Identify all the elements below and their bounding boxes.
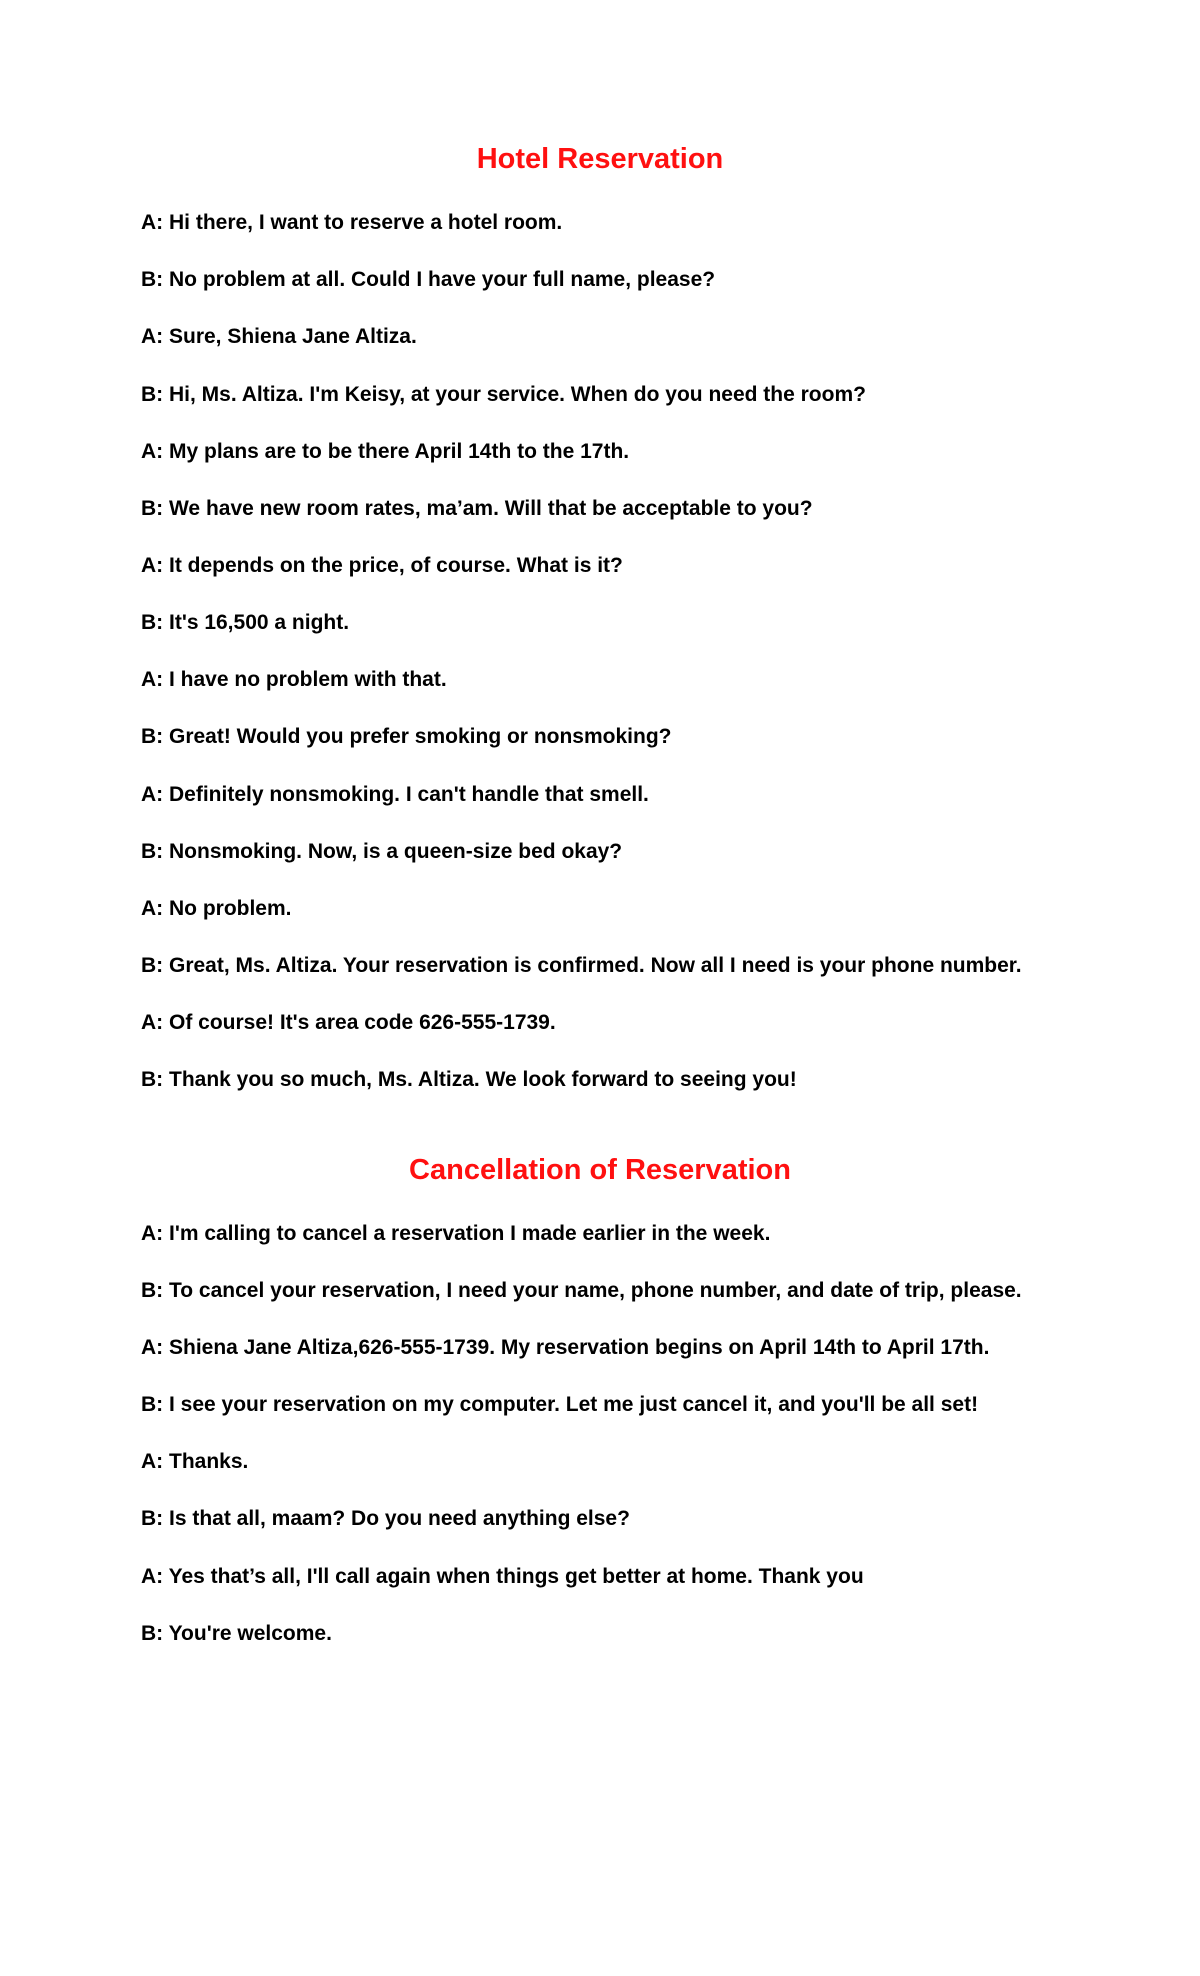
dialogue-line: B: Great! Would you prefer smoking or nonsmoking? [141,725,672,748]
dialogue-line: B: Is that all, maam? Do you need anything else? [141,1507,630,1530]
dialogue-line: B: You're welcome. [141,1622,332,1645]
dialogue-line: A: I have no problem with that. [141,668,447,691]
dialogue-line: B: I see your reservation on my computer. Let me just cancel it, and you'll be all set! [141,1393,979,1416]
dialogue-line: A: Of course! It's area code 626-555-1739. [141,1011,556,1034]
dialogue-line: B: We have new room rates, ma’am. Will that be acceptable to you? [141,497,813,520]
dialogue-line: A: Shiena Jane Altiza,626-555-1739. My reservation begins on April 14th to April 17th. [141,1336,990,1359]
dialogue-line: A: Hi there, I want to reserve a hotel room. [141,211,563,234]
dialogue-line: A: Thanks. [141,1450,249,1473]
dialogue-line: B: Thank you so much, Ms. Altiza. We look forward to seeing you! [141,1068,797,1091]
dialogue-line: A: Definitely nonsmoking. I can't handle that smell. [141,783,649,806]
dialogue-line: A: My plans are to be there April 14th to the 17th. [141,440,630,463]
dialogue-line: B: To cancel your reservation, I need your name, phone number, and date of trip, please. [141,1279,1022,1302]
dialogue-line: A: Sure, Shiena Jane Altiza. [141,325,417,348]
dialogue-line: B: Nonsmoking. Now, is a queen-size bed okay? [141,840,623,863]
dialogue-line: A: I'm calling to cancel a reservation I made earlier in the week. [141,1222,771,1245]
dialogue-line: B: No problem at all. Could I have your full name, please? [141,268,716,291]
section-title-hotel-reservation: Hotel Reservation [476,143,724,175]
dialogue-line: A: Yes that’s all, I'll call again when things get better at home. Thank you [141,1565,864,1588]
dialogue-line: B: Great, Ms. Altiza. Your reservation is confirmed. Now all I need is your phone number. [141,954,1022,977]
section-title-cancellation: Cancellation of Reservation [409,1154,791,1186]
dialogue-line: A: It depends on the price, of course. What is it? [141,554,623,577]
dialogue-line: B: It's 16,500 a night. [141,611,350,634]
dialogue-line: B: Hi, Ms. Altiza. I'm Keisy, at your service. When do you need the room? [141,383,866,406]
dialogue-line: A: No problem. [141,897,292,920]
